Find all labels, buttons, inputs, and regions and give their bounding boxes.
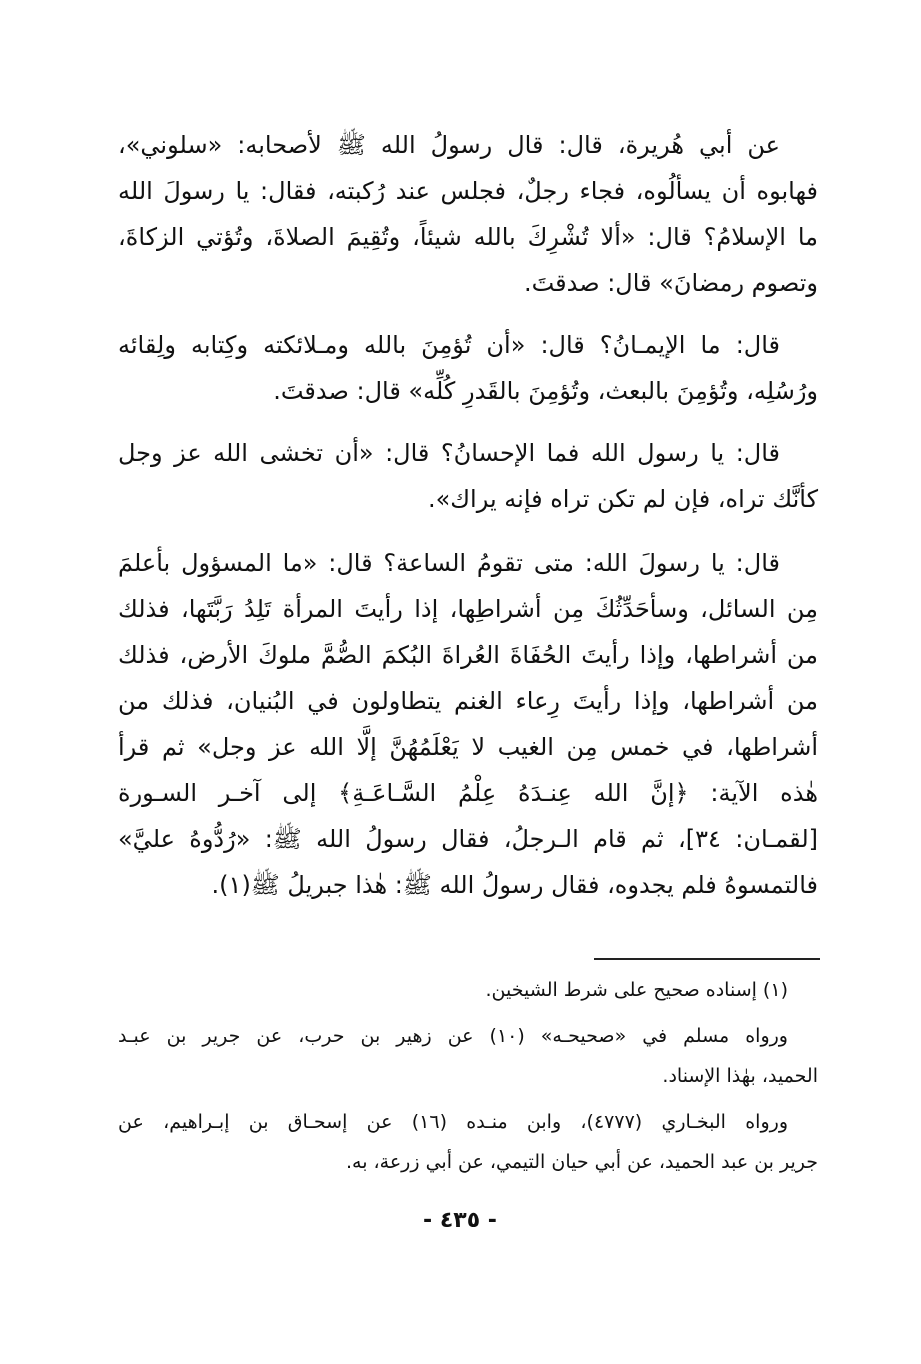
footnote-separator [594, 958, 820, 960]
text-line: قال: يا رسول الله فما الإحسانُ؟ قال: «أن تخشى الله عز وجل [118, 439, 780, 467]
paragraph-hadith-intro [118, 122, 818, 306]
text-line: [لقمـان: ٣٤]، ثم قام الـرجلُ، فقال رسولُ الله ﷺ: «رُدُّوهُ عليَّ» [118, 825, 819, 853]
footnote-line: جرير بن عبد الحميد، عن أبي حيان التيمي، عن أبي زرعة، به. [345, 1151, 818, 1173]
text-line: ما الإسلامُ؟ قال: «ألا تُشْرِكَ بالله شيئاً، وتُقِيمَ الصلاةَ، وتُؤتي الزكاةَ، [118, 223, 818, 251]
text-line: من أشراطها، وإذا رأيتَ رِعاء الغنم يتطاولون في البُنيان، فذلك من [118, 687, 818, 715]
text-line: كأنَّك تراه، فإن لم تكن تراه فإنه يراك». [427, 485, 818, 513]
text-line: فالتمسوهُ فلم يجدوه، فقال رسولُ الله ﷺ: هٰذا جبريلُ ﷺ(١). [211, 871, 818, 899]
text-line: ورُسُلِه، وتُؤمِنَ بالبعث، وتُؤمِنَ بالقَدرِ كُلِّه» قال: صدقتَ. [273, 377, 818, 405]
footnote-1 [118, 970, 818, 1010]
footnote-line: ورواه مسلم في «صحيحـه» (١٠) عن زهير بن حرب، عن جرير بن عبـد [118, 1025, 788, 1047]
paragraph-saah [118, 540, 818, 908]
text-line: عن أبي هُريرة، قال: قال رسولُ الله ﷺ لأصحابه: «سلوني»، [118, 131, 780, 159]
text-line: من أشراطها، وإذا رأيتَ الحُفَاةَ العُراةَ البُكمَ الصُّمَّ ملوكَ الأرض، فذلك [118, 641, 818, 669]
footnote-line: الحميد، بهٰذا الإسناد. [662, 1065, 818, 1087]
text-line: وتصوم رمضانَ» قال: صدقتَ. [523, 269, 818, 297]
footnote-line: (١) إسناده صحيح على شرط الشيخين. [485, 979, 788, 1001]
footnote-bukhari [118, 1102, 818, 1182]
text-line: أشراطها، في خمس مِن الغيب لا يَعْلَمُهُنَّ إلَّا الله عز وجل» ثم قرأ [118, 733, 818, 761]
page-number: - ٤٣٥ - [423, 1208, 497, 1233]
footnote-line: ورواه البخـاري (٤٧٧٧)، وابن منـده (١٦) عن إسحـاق بن إبـراهيم، عن [118, 1111, 788, 1133]
footnote-muslim [118, 1016, 818, 1096]
paragraph-ihsan [118, 430, 818, 522]
text-line: قال: ما الإيمـانُ؟ قال: «أن تُؤمِنَ بالله ومـلائكته وكِتابه ولِقائه [118, 331, 780, 359]
text-line: قال: يا رسولَ الله: متى تقومُ الساعة؟ قال: «ما المسؤول بأعلمَ [118, 549, 780, 577]
text-line: هٰذه الآية: ﴿إنَّ الله عِنـدَهُ عِلْمُ السَّـاعَـةِ﴾ إلى آخـر السـورة [118, 779, 818, 807]
paragraph-iman [118, 322, 818, 414]
footnotes [118, 970, 818, 1182]
text-line: مِن السائل، وسأحَدِّثُكَ مِن أشراطِها، إذا رأيتَ المرأة تَلِدُ رَبَّتَها، فذلك [118, 595, 818, 623]
text-line: فهابوه أن يسألُوه، فجاء رجلٌ، فجلس عند رُكبته، فقال: يا رسولَ الله [118, 177, 818, 205]
main-text-body [118, 122, 818, 908]
